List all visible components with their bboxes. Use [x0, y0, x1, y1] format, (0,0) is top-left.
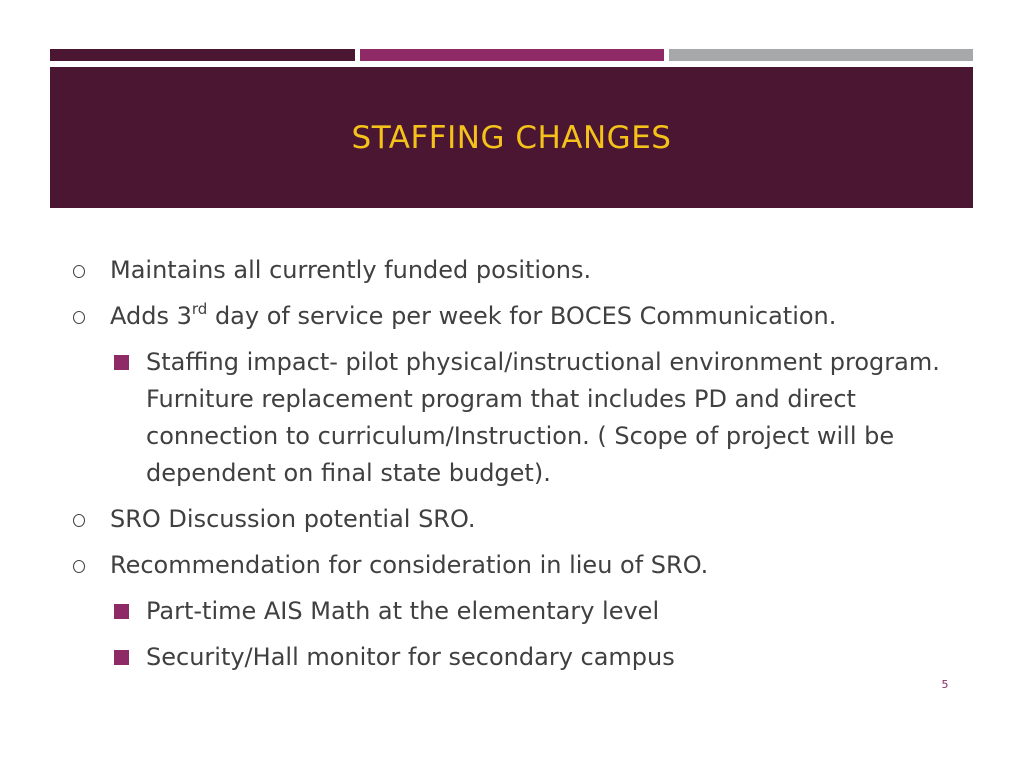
header-stripes [50, 49, 973, 61]
square-bullet-icon [114, 355, 129, 370]
sub-bullet-text: Part-time AIS Math at the elementary level [146, 597, 660, 625]
sub-bullet-text: Staffing impact- pilot physical/instructional environment program. Furniture replacement program that includes PD and direct connection to curriculum/Instruction. ( Scope of project will be dependent on final state budget). [146, 348, 940, 487]
sub-bullet-item [70, 593, 970, 630]
stripe-gray [669, 49, 973, 61]
stripe-magenta [360, 49, 664, 61]
bullet-text: Maintains all currently funded positions. [110, 256, 592, 284]
sub-bullet-text: Security/Hall monitor for secondary campus [146, 643, 675, 671]
title-band [50, 67, 973, 208]
page-number: 5 [941, 678, 949, 691]
sub-bullet-item [70, 639, 970, 676]
bullet-text: SRO Discussion potential SRO. [110, 505, 476, 533]
circle-bullet-icon [73, 560, 85, 573]
sub-bullet-item [70, 344, 970, 492]
slide-title: STAFFING CHANGES [351, 119, 672, 156]
bullet-text-prefix: Adds 3 [110, 302, 192, 330]
bullet-item [70, 252, 970, 289]
circle-bullet-icon [73, 514, 85, 527]
circle-bullet-icon [73, 311, 85, 324]
square-bullet-icon [114, 604, 129, 619]
bullet-item [70, 501, 970, 538]
stripe-dark [50, 49, 355, 61]
bullet-text-suffix: day of service per week for BOCES Communication. [207, 302, 837, 330]
ordinal-superscript: rd [191, 300, 208, 318]
bullet-item [70, 547, 970, 584]
circle-bullet-icon [73, 265, 85, 278]
bullet-text: Recommendation for consideration in lieu of SRO. [110, 551, 709, 579]
square-bullet-icon [114, 650, 129, 665]
bullet-item [70, 298, 970, 335]
slide-body [70, 252, 970, 685]
